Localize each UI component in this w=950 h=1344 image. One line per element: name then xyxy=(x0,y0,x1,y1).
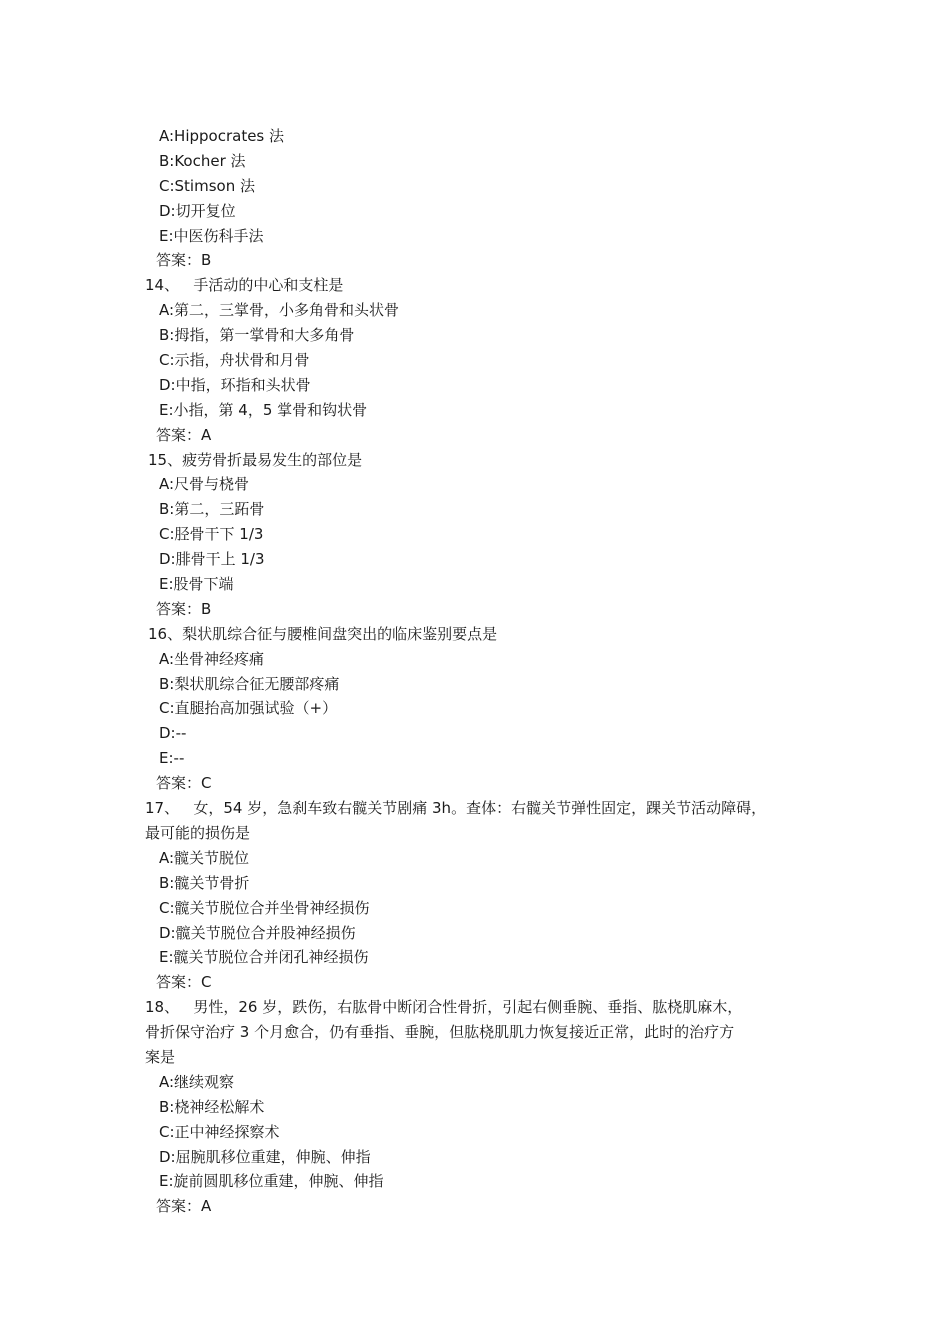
option-d: D:髋关节脱位合并股神经损伤 xyxy=(159,923,356,942)
option-e: E:中医伤科手法 xyxy=(159,226,264,245)
option-e: E:-- xyxy=(159,749,185,768)
option-d: D:-- xyxy=(159,724,187,743)
option-e: E:股骨下端 xyxy=(159,575,234,594)
option-c: C:胫骨干下 1/3 xyxy=(159,525,264,544)
question-16 xyxy=(145,622,825,796)
question-list xyxy=(145,124,825,1219)
option-b: B:梨状肌综合征无腰部疼痛 xyxy=(159,674,340,693)
question-18 xyxy=(145,995,825,1219)
answer: 答案：B xyxy=(156,599,212,618)
answer: 答案：C xyxy=(156,973,212,992)
question-15 xyxy=(145,448,825,622)
option-d: D:屈腕肌移位重建，伸腕、伸指 xyxy=(159,1147,371,1166)
option-a: A:尺骨与桡骨 xyxy=(159,475,250,494)
option-e: E:髋关节脱位合并闭孔神经损伤 xyxy=(159,948,369,967)
question-stem-line-2: 骨折保守治疗 3 个月愈合，仍有垂指、垂腕，但肱桡肌肌力恢复接近正常，此时的治疗方 xyxy=(145,1023,735,1042)
question-17 xyxy=(145,796,825,995)
option-b: B:桡神经松解术 xyxy=(159,1097,265,1116)
option-c: C:髋关节脱位合并坐骨神经损伤 xyxy=(159,898,370,917)
option-e: E:小指，第 4，5 掌骨和钩状骨 xyxy=(159,400,368,419)
question-stem-line-1: 18、 男性，26 岁，跌伤，右肱骨中断闭合性骨折，引起右侧垂腕、垂指、肱桡肌麻木， xyxy=(145,998,743,1017)
answer: 答案：A xyxy=(156,1197,212,1216)
question-13 xyxy=(145,124,825,273)
option-a: A:继续观察 xyxy=(159,1072,235,1091)
question-stem: 16、梨状肌综合征与腰椎间盘突出的临床鉴别要点是 xyxy=(148,624,498,643)
answer: 答案：B xyxy=(156,251,212,270)
question-14 xyxy=(145,273,825,447)
option-b: B:Kocher 法 xyxy=(159,151,246,170)
question-stem-line-3: 案是 xyxy=(145,1047,176,1066)
option-d: D:中指，环指和头状骨 xyxy=(159,375,311,394)
option-e: E:旋前圆肌移位重建，伸腕、伸指 xyxy=(159,1172,384,1191)
option-a: A:第二，三掌骨，小多角骨和头状骨 xyxy=(159,301,400,320)
question-stem: 14、 手活动的中心和支柱是 xyxy=(145,276,344,295)
option-d: D:腓骨干上 1/3 xyxy=(159,550,265,569)
option-b: B:拇指，第一掌骨和大多角骨 xyxy=(159,326,355,345)
option-c: C:示指，舟状骨和月骨 xyxy=(159,351,310,370)
option-c: C:Stimson 法 xyxy=(159,176,255,195)
answer: 答案：C xyxy=(156,774,212,793)
option-c: C:正中神经探察术 xyxy=(159,1122,280,1141)
option-b: B:第二，三跖骨 xyxy=(159,500,265,519)
question-stem: 15、疲劳骨折最易发生的部位是 xyxy=(148,450,363,469)
option-b: B:髋关节骨折 xyxy=(159,873,250,892)
option-a: A:髋关节脱位 xyxy=(159,848,250,867)
question-stem-line-2: 最可能的损伤是 xyxy=(145,823,251,842)
option-d: D:切开复位 xyxy=(159,201,236,220)
option-a: A:坐骨神经疼痛 xyxy=(159,649,265,668)
answer: 答案：A xyxy=(156,425,212,444)
option-c: C:直腿抬高加强试验（+） xyxy=(159,699,338,718)
option-a: A:Hippocrates 法 xyxy=(159,127,285,145)
question-stem-line-1: 17、 女，54 岁，急刹车致右髋关节剧痛 3h。查体：右髋关节弹性固定，踝关节活动障碍， xyxy=(145,799,767,818)
